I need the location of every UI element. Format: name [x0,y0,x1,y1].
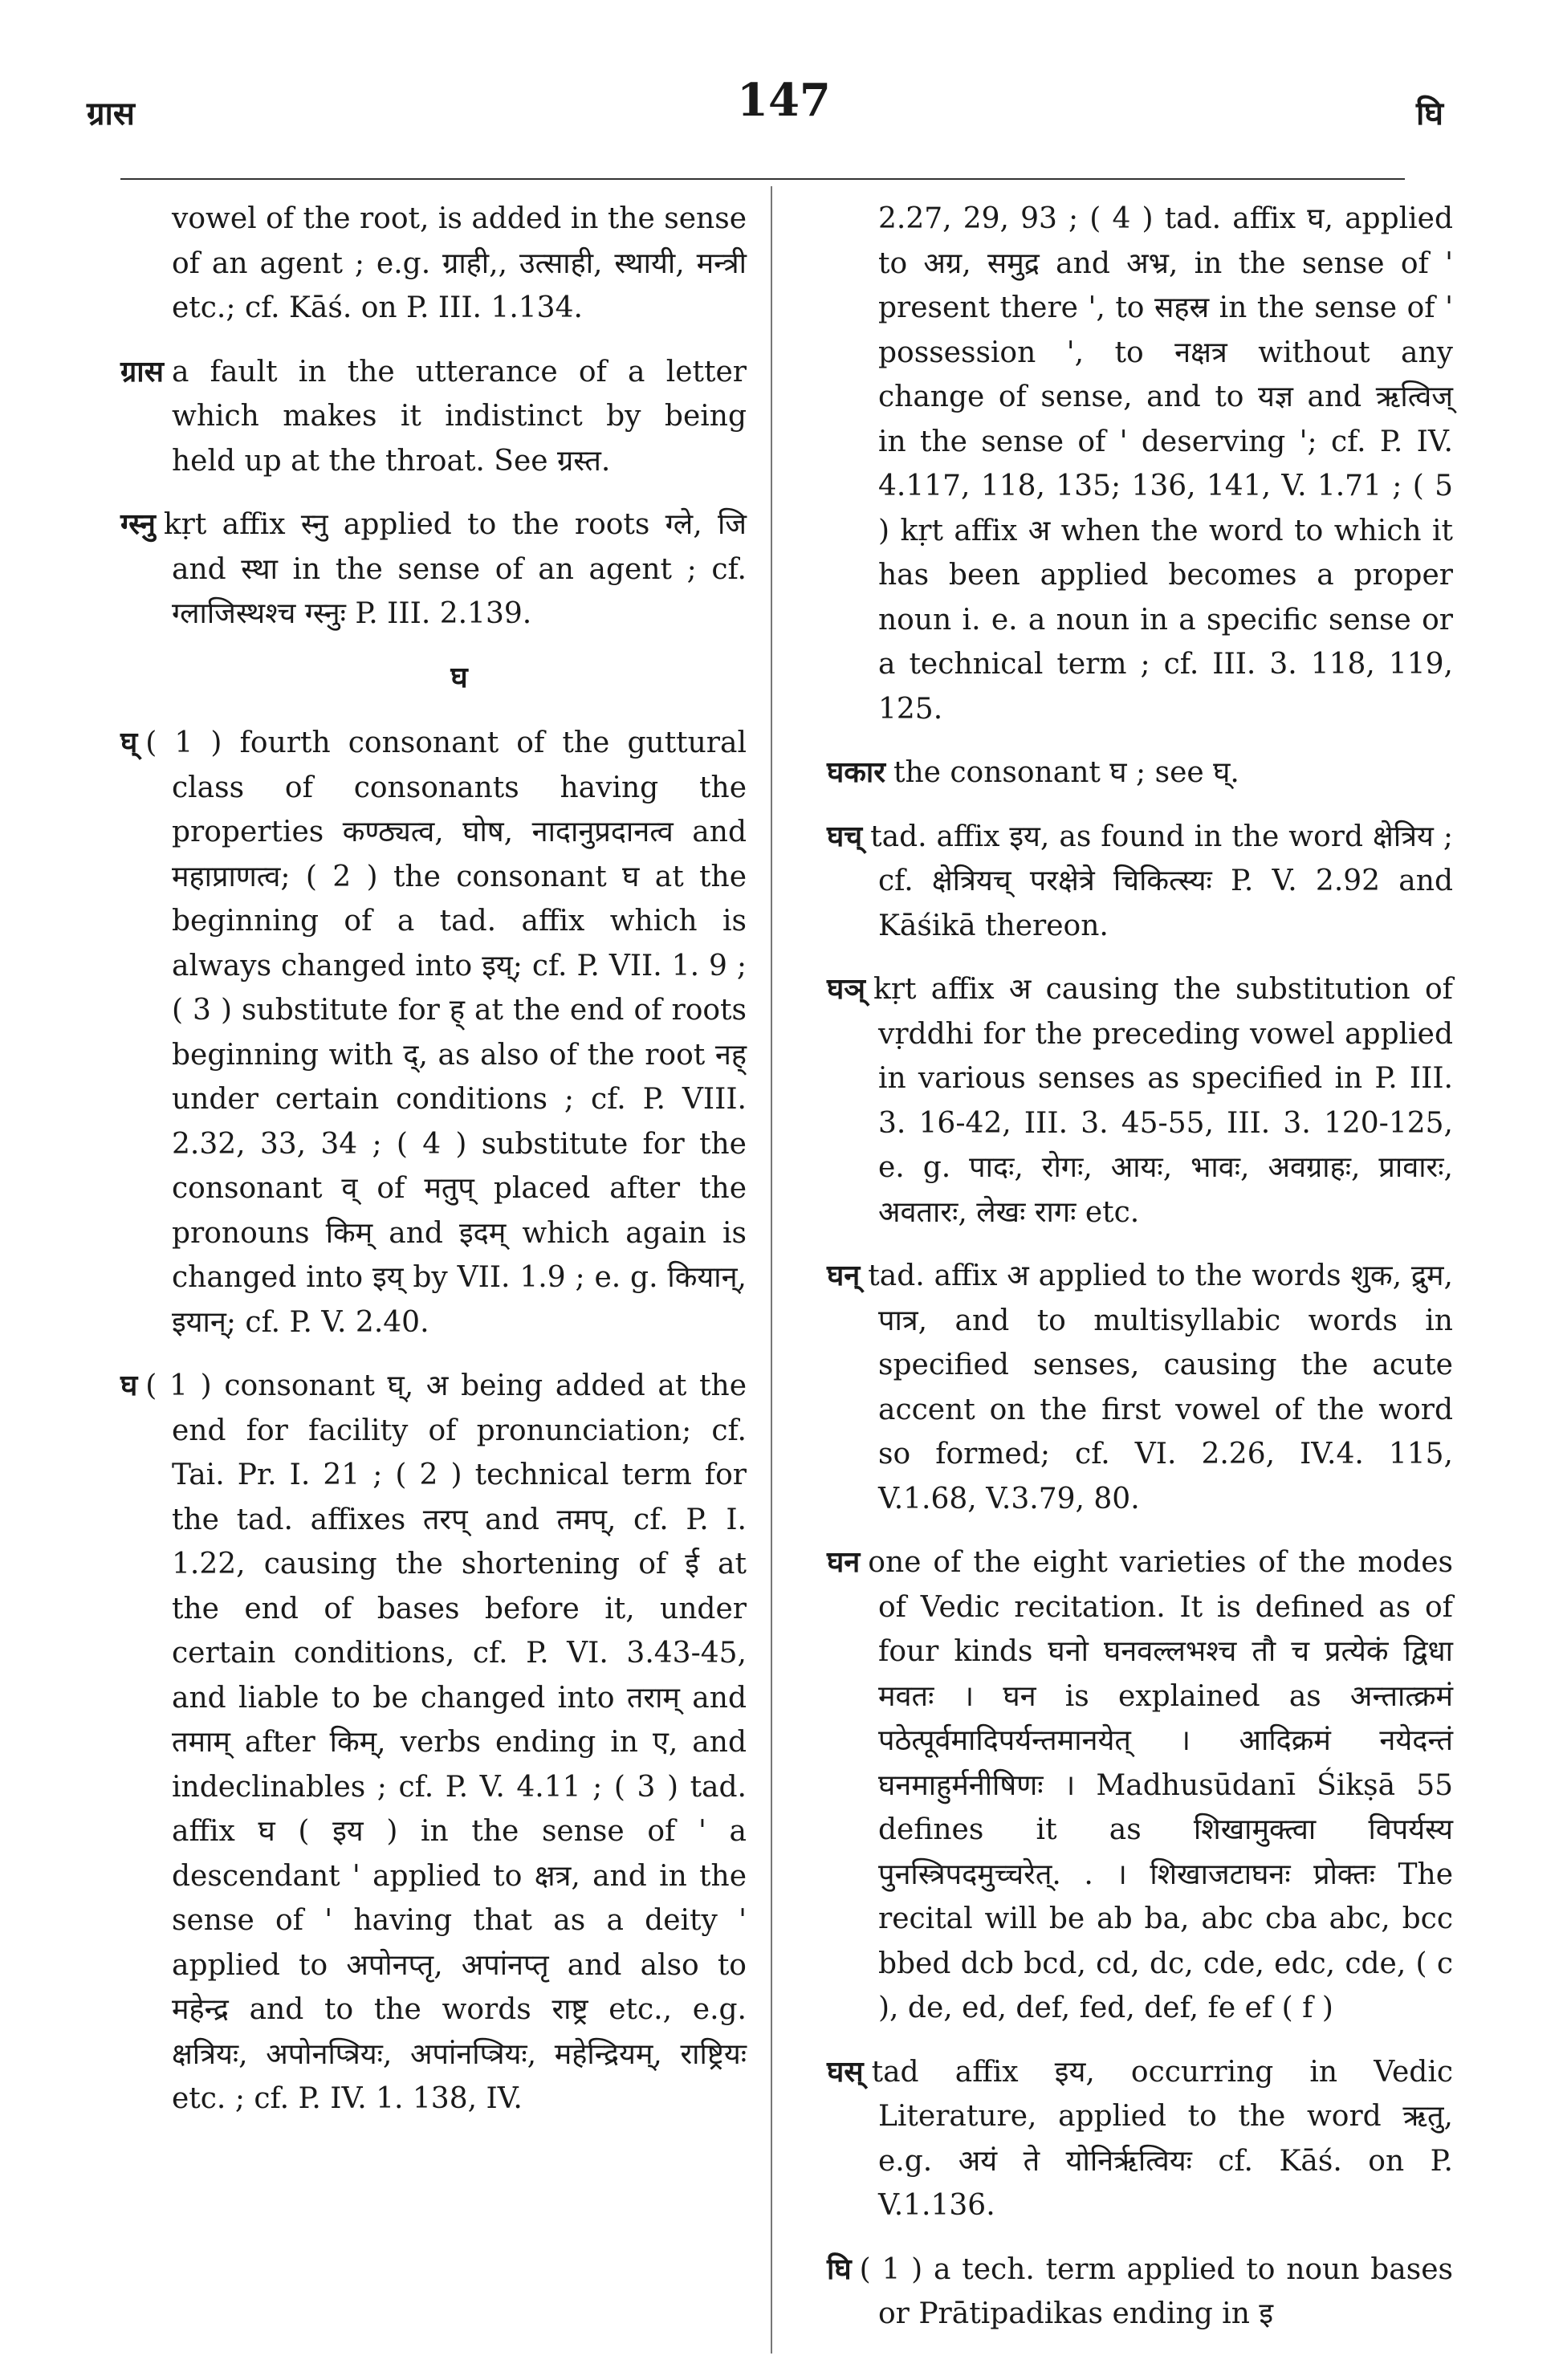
page-number: 147 [737,74,831,127]
column-divider [771,186,772,2354]
entry-continued [827,197,1453,731]
entry-text: ( 1 ) consonant घ्, अ being added at the end for facility of pronunciation; cf. Tai. Pr. I. 21 ; ( 2 ) technical term for the tad. affixes तरप् and तमप्, cf. P. I. 1.22, causing the shortening of ई at the end of bases before it, under certain conditions, cf. P. VI. 3.43-45, and liable to be changed into तराम् and तमाम् after किम्, verbs ending in ए, and indeclinables ; cf. P. V. 4.11 ; ( 3 ) tad. affix घ ( इय ) in the sense of ' a descendant ' applied to क्षत्र, and in the sense of ' having that as a deity ' applied to अपोनप्तृ, अपांनप्तृ and also to महेन्द्र and to the words राष्ट्र etc., e.g. क्षत्रियः, अपोनप्त्रियः, अपांनप्त्रियः, महेन्द्रियम्, राष्ट्रियः etc. ; cf. P. IV. 1. 138, IV. [145,1369,747,2115]
right-running-headword: घि [1416,95,1443,132]
entry-text: tad. affix अ applied to the words शुक, द्रुम, पात्र, and to multisyllabic words in specified senses, causing the acute accent on the first vowel of the word so formed; cf. VI. 2.26, IV.4. 115, V.1.68, V.3.79, 80. [868,1259,1453,1515]
entry-grasa [120,350,747,484]
left-running-headword: ग्रास [87,95,135,132]
entry-text: tad. affix इय, as found in the word क्षेत्रिय ; cf. क्षेत्रियच् परक्षेत्रे चिकित्स्यः P. V. 2.92 and Kāśikā thereon. [870,820,1453,942]
entry-headword: घञ् [827,972,865,1006]
entry-text: tad affix इय, occurring in Vedic Literature, applied to the word ऋतु, e.g. अयं ते योनिर्ऋत्वियः cf. Kāś. on P. V.1.136. [871,2055,1453,2222]
entry-text: kṛt affix अ causing the substitution of vṛddhi for the preceding vowel applied in various senses as specified in P. III. 3. 16-42, III. 3. 45-55, III. 3. 120-125, e. g. पादः, रोगः, आयः, भावः, अवग्राहः, प्रावारः, अवतारः, लेखः रागः etc. [873,973,1453,1229]
entry-text: ( 1 ) fourth consonant of the guttural class of consonants having the properties कण्ठ्यत्व, घोष, नादानुप्रदानत्व and महाप्राणत्व; ( 2 ) the consonant घ at the beginning of a tad. affix which is always changed into इय्; cf. P. VII. 1. 9 ; ( 3 ) substitute for ह् at the end of roots beginning with द्, as also of the root नह् under certain conditions ; cf. P. VIII. 2.32, 33, 34 ; ( 4 ) substitute for the consonant व् of मतुप् placed after the pronouns किम् and इदम् which again is changed into इय् by VII. 1.9 ; e. g. कियान्, इयान्; cf. P. V. 2.40. [145,726,747,1339]
entry-ghan-tad [827,1254,1453,1521]
entry-gsnu [120,502,747,637]
entry-ghi [827,2248,1453,2337]
entry-continued [120,197,747,331]
entry-text: vowel of the root, is added in the sense of an agent ; e.g. ग्राही,, उत्साही, स्थायी, मन्त्री etc.; cf. Kāś. on P. III. 1.134. [172,202,747,324]
entry-headword: घ् [120,726,138,759]
entry-ghana [827,1540,1453,2031]
entry-ghan-affix [827,967,1453,1235]
left-column [120,197,747,2141]
page-header [0,0,1567,173]
entry-headword: घच् [827,819,863,853]
entry-ghac [827,815,1453,949]
entry-text: ( 1 ) a tech. term applied to noun bases or Prātipadikas ending in इ [859,2252,1453,2330]
section-letter-gha: घ [450,660,468,694]
entry-text: one of the eight varieties of the modes of Vedic recitation. It is defined as of four kinds घनो घनवल्लभश्च तौ च प्रत्येकं द्विधा मवतः । घन is explained as अन्तात्क्रमं पठेत्पूर्वमादिपर्यन्तमानयेत् । आदिक्रमं नयेदन्तं घनमाहुर्मनीषिणः । Madhusūdanī Śikṣā 55 defines it as शिखामुक्त्वा विपर्यस्य पुनस्त्रिपदमुच्चरेत्. . । शिखाजटाघनः प्रोक्तः The recital will be ab ba, abc cba abc, bcc bbed dcb bcd, cd, dc, cde, edc, cde, ( c ), de, ed, def, fed, def, fe ef ( f ) [868,1546,1453,2024]
entry-gh-consonant [120,721,747,1345]
entry-headword: घ [120,1369,138,1402]
entry-headword: घकार [827,755,885,789]
right-column [827,197,1453,2356]
entry-ghas [827,2050,1453,2228]
entry-text: the consonant घ ; see घ्. [893,756,1239,789]
header-rule [120,178,1405,180]
entry-headword: घस् [827,2054,864,2089]
entry-ghakara [827,751,1453,795]
entry-headword: घन [827,1545,861,1579]
entry-text: a fault in the utterance of a letter which makes it indistinct by being held up at the throat. See ग्रस्त. [171,355,747,478]
entry-headword: ग्स्नु [120,507,156,541]
entry-text: kṛt affix स्नु applied to the roots ग्ले, जि and स्था in the sense of an agent ; cf. ग्लाजिस्थश्च ग्स्नुः P. III. 2.139. [163,508,747,630]
entry-headword: ग्रास [120,354,164,389]
entry-headword: घन् [827,1259,861,1292]
entry-text: 2.27, 29, 93 ; ( 4 ) tad. affix घ, applied to अग्र, समुद्र and अभ्र, in the sense of ' present there ', to सहस्र in the sense of ' possession ', to नक्षत्र without any change of sense, and to यज्ञ and ऋत्विज् in the sense of ' deserving '; cf. P. IV. 4.117, 118, 135; 136, 141, V. 1.71 ; ( 5 ) kṛt affix अ when the word to which it has been applied becomes a proper noun i. e. a noun in a specific sense or a technical term ; cf. III. 3. 118, 119, 125. [878,202,1453,726]
entry-gha [120,1364,747,2122]
entry-headword: घि [827,2252,852,2286]
